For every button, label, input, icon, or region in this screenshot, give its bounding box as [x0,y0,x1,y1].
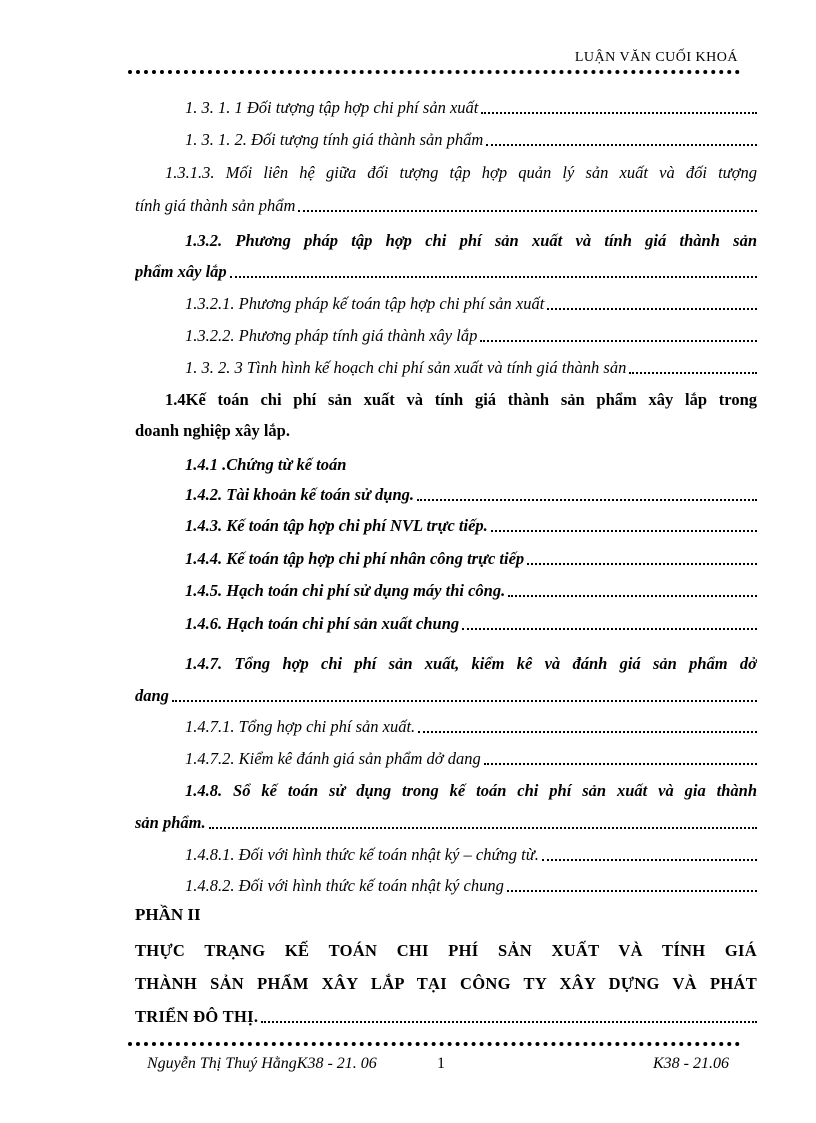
toc-entry-text: doanh nghiệp xây lắp. [135,421,290,440]
dot-leader [527,559,757,565]
toc-entry [135,714,757,738]
toc-entry [135,193,757,217]
toc-entry-text: 1.4.3. Kế toán tập hợp chi phí NVL trực tiếp. [185,516,488,535]
toc-entry [135,482,757,506]
part-title: PHẦN II [135,905,201,924]
toc-entry [135,355,757,379]
toc-entry [135,873,757,897]
toc-entry [135,127,757,151]
toc-entry-text: phẩm xây lắp [135,262,227,281]
footer-author: Nguyễn Thị Thuý HằngK38 - 21. 06 [147,1055,377,1072]
toc-entry [135,95,757,119]
toc-entry [135,683,757,707]
toc-entry-text: 1.4Kế toán chi phí sản xuất và tính giá thành sản phẩm xây lắp trong [165,390,757,409]
dot-leader [172,696,757,702]
dot-leader [481,108,757,114]
toc-entry [135,651,757,675]
dot-leader [629,368,757,374]
toc-entry-text: 1.4.8. Sổ kế toán sử dụng trong kế toán chi phí sản xuất và gia thành [185,781,757,800]
toc-entry-text: 1. 3. 2. 3 Tình hình kế hoạch chi phí sản xuất và tính giá thành sản [185,358,627,377]
toc-entry-text: 1.4.8.1. Đối với hình thức kế toán nhật ký – chứng từ. [185,845,539,864]
page-footer [147,1055,729,1077]
toc-entry-text: 1.3.2. Phương pháp tập hợp chi phí sản xuất và tính giá thành sản [185,231,757,250]
toc-entry [135,513,757,537]
toc-entry [135,323,757,347]
toc-entry [135,842,757,866]
dot-leader [462,624,757,630]
dot-leader [261,1017,757,1023]
dot-leader [484,759,757,765]
toc-entry [135,160,757,184]
toc-entry [135,259,757,283]
dot-leader [547,304,757,310]
dot-leader [491,526,757,532]
toc-entry [135,546,757,570]
toc-entry [135,810,757,834]
page-number: 1 [437,1055,445,1072]
toc-entry-text: 1.3.1.3. Mối liên hệ giữa đối tượng tập hợp quản lý sản xuất và đối tượng [165,163,757,182]
toc-entry-text: dang [135,686,169,705]
toc-entry-text: 1.4.7. Tổng hợp chi phí sản xuất, kiểm kê và đánh giá sản phẩm dở [185,654,757,673]
toc-entry [135,611,757,635]
toc-entry [135,578,757,602]
chapter-title-line: THỰC TRẠNG KẾ TOÁN CHI PHÍ SẢN XUẤT VÀ TÍNH GIÁ [135,941,757,960]
dot-leader [418,727,757,733]
dot-leader [486,140,757,146]
toc-entry [135,452,757,476]
toc-entry [135,778,757,802]
toc-entry-text: 1.4.4. Kế toán tập hợp chi phí nhân công trực tiếp [185,549,525,568]
toc-entry [135,291,757,315]
toc-entry-text: 1. 3. 1. 2. Đối tượng tính giá thành sản phẩm [185,130,484,149]
toc-entry [135,418,757,442]
toc-entry [135,387,757,411]
chapter-title-line: THÀNH SẢN PHẨM XÂY LẮP TẠI CÔNG TY XÂY DỰNG VÀ PHÁT [135,974,757,993]
toc-entry [135,746,757,770]
header-title: LUẬN VĂN CUỐI KHOÁ [574,50,738,65]
dot-leader [507,886,757,892]
toc-entry-text: 1.4.2. Tài khoản kế toán sử dụng. [185,485,415,504]
footer-divider [128,1042,740,1046]
toc-entry [135,228,757,252]
dot-leader [230,272,757,278]
dot-leader [508,591,757,597]
header-divider [128,70,740,74]
toc-entry-text: tính giá thành sản phẩm [135,196,296,215]
dot-leader [298,206,757,212]
chapter-title-line [135,1004,757,1028]
dot-leader [209,823,757,829]
toc-entry-text: 1.4.7.1. Tổng hợp chi phí sản xuất. [185,717,416,736]
dot-leader [542,855,757,861]
dot-leader [480,336,757,342]
toc-entry-text: 1. 3. 1. 1 Đối tượng tập hợp chi phí sản xuất [185,98,479,117]
toc-entry-text: 1.4.6. Hạch toán chi phí sản xuất chung [185,614,460,633]
footer-class-code: K38 - 21.06 [653,1055,729,1072]
toc-entry-text: 1.3.2.2. Phương pháp tính giá thành xây lắp [185,326,478,345]
toc-entry-text: 1.4.5. Hạch toán chi phí sử dụng máy thi công. [185,581,506,600]
toc-entry-text: 1.3.2.1. Phương pháp kế toán tập hợp chi phí sản xuất [185,294,545,313]
toc-entry-text: sản phẩm. [135,813,206,832]
toc-entry-text: 1.4.7.2. Kiểm kê đánh giá sản phẩm dở dang [185,749,481,768]
dot-leader [417,495,757,501]
toc-entry-text: 1.4.8.2. Đối với hình thức kế toán nhật ký chung [185,876,504,895]
toc-entry-text: 1.4.1 .Chứng từ kế toán [185,455,347,474]
chapter-title-text: TRIỂN ĐÔ THỊ. [135,1007,259,1026]
